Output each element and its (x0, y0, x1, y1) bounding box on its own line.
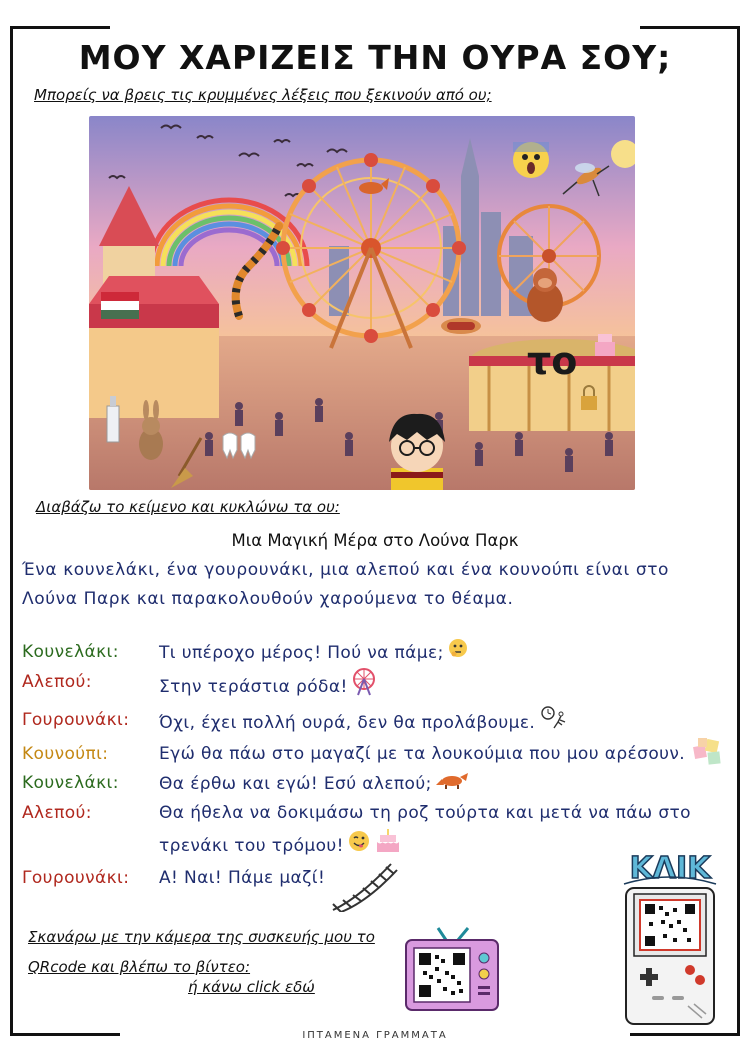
thinking-face-icon (448, 638, 468, 668)
speech-text: Εγώ θα πάω στο μαγαζί με τα λουκούμια που μου αρέσουν. (159, 744, 686, 764)
rail-track-icon (329, 860, 399, 922)
speech-text: Τι υπέροχο μέρος! Πού να πάμε; (159, 643, 444, 663)
speaker-rabbit: Κουνελάκι: (22, 773, 119, 793)
badge-label: ΚΛΙΚ (629, 851, 711, 886)
dialogue-line (22, 706, 722, 740)
speaker-rabbit: Κουνελάκι: (22, 642, 119, 662)
frame-right-edge (737, 26, 740, 1034)
dialogue-line (22, 668, 722, 706)
dialogue-line (22, 638, 722, 668)
speaker-pig: Γουρουνάκι: (22, 710, 130, 730)
yum-face-icon (348, 830, 370, 862)
klik-game-console[interactable] (616, 846, 724, 1028)
read-instruction: Διαβάζω το κείμενο και κυκλώνω τα ου: (36, 498, 340, 516)
subtitle-instruction: Μπορείς να βρεις τις κρυμμένες λέξεις που ξεκινούν από ου; (34, 86, 492, 104)
scan-line-1: Σκανάρω με την κάμερα της συσκευής μου το (28, 928, 375, 946)
tv-qr-code[interactable] (404, 926, 500, 1016)
speech-text: Θα έρθω και εγώ! Εσύ αλεπού; (159, 774, 432, 794)
fox-icon (436, 769, 470, 799)
hidden-word-label: το (527, 339, 578, 383)
ferris-wheel-icon (352, 668, 376, 706)
scan-line-2: QRcode και βλέπω το βίντεο: (28, 958, 251, 976)
dialogue-line (22, 769, 722, 799)
story-title: Μια Μαγική Μέρα στο Λούνα Παρκ (231, 531, 519, 550)
speech-text: Όχι, έχει πολλή ουρά, δεν θα προλάβουμε. (159, 713, 536, 733)
page-title: ΜΟΥ ΧΑΡΙΖΕΙΣ ΤΗΝ ΟΥΡΑ ΣΟΥ; (78, 38, 672, 77)
speaker-fox: Αλεπού: (22, 803, 92, 823)
fairground-illustration (89, 116, 635, 490)
frame-left-edge (10, 26, 13, 1034)
dialogue-line (22, 740, 722, 769)
story-intro: Ένα κουνελάκι, ένα γουρουνάκι, μια αλεπού και ένα κουνούπι είναι στο Λούνα Παρκ και παρακολουθούν χαρούμενα το θέαμα. (22, 560, 670, 609)
speaker-mosquito: Κουνούπι: (22, 744, 109, 764)
speech-text: Α! Ναι! Πάμε μαζί! (159, 868, 326, 888)
speaker-pig: Γουρουνάκι: (22, 868, 130, 888)
footer-brand: ΙΠΤΑΜΕΝΑ ΓΡΑΜΜΑΤΑ (302, 1030, 448, 1041)
click-here-link[interactable]: ή κάνω click εδώ (188, 978, 315, 996)
cake-icon (374, 828, 402, 864)
speech-text: Στην τεράστια ρόδα! (159, 677, 348, 697)
running-clock-icon (539, 706, 569, 740)
speaker-fox: Αλεπού: (22, 672, 92, 692)
speech-text: Θα ήθελα να δοκιμάσω τη ροζ τούρτα και μετά να πάω στο τρενάκι του τρόμου! (159, 803, 691, 856)
scan-instruction (28, 922, 375, 982)
